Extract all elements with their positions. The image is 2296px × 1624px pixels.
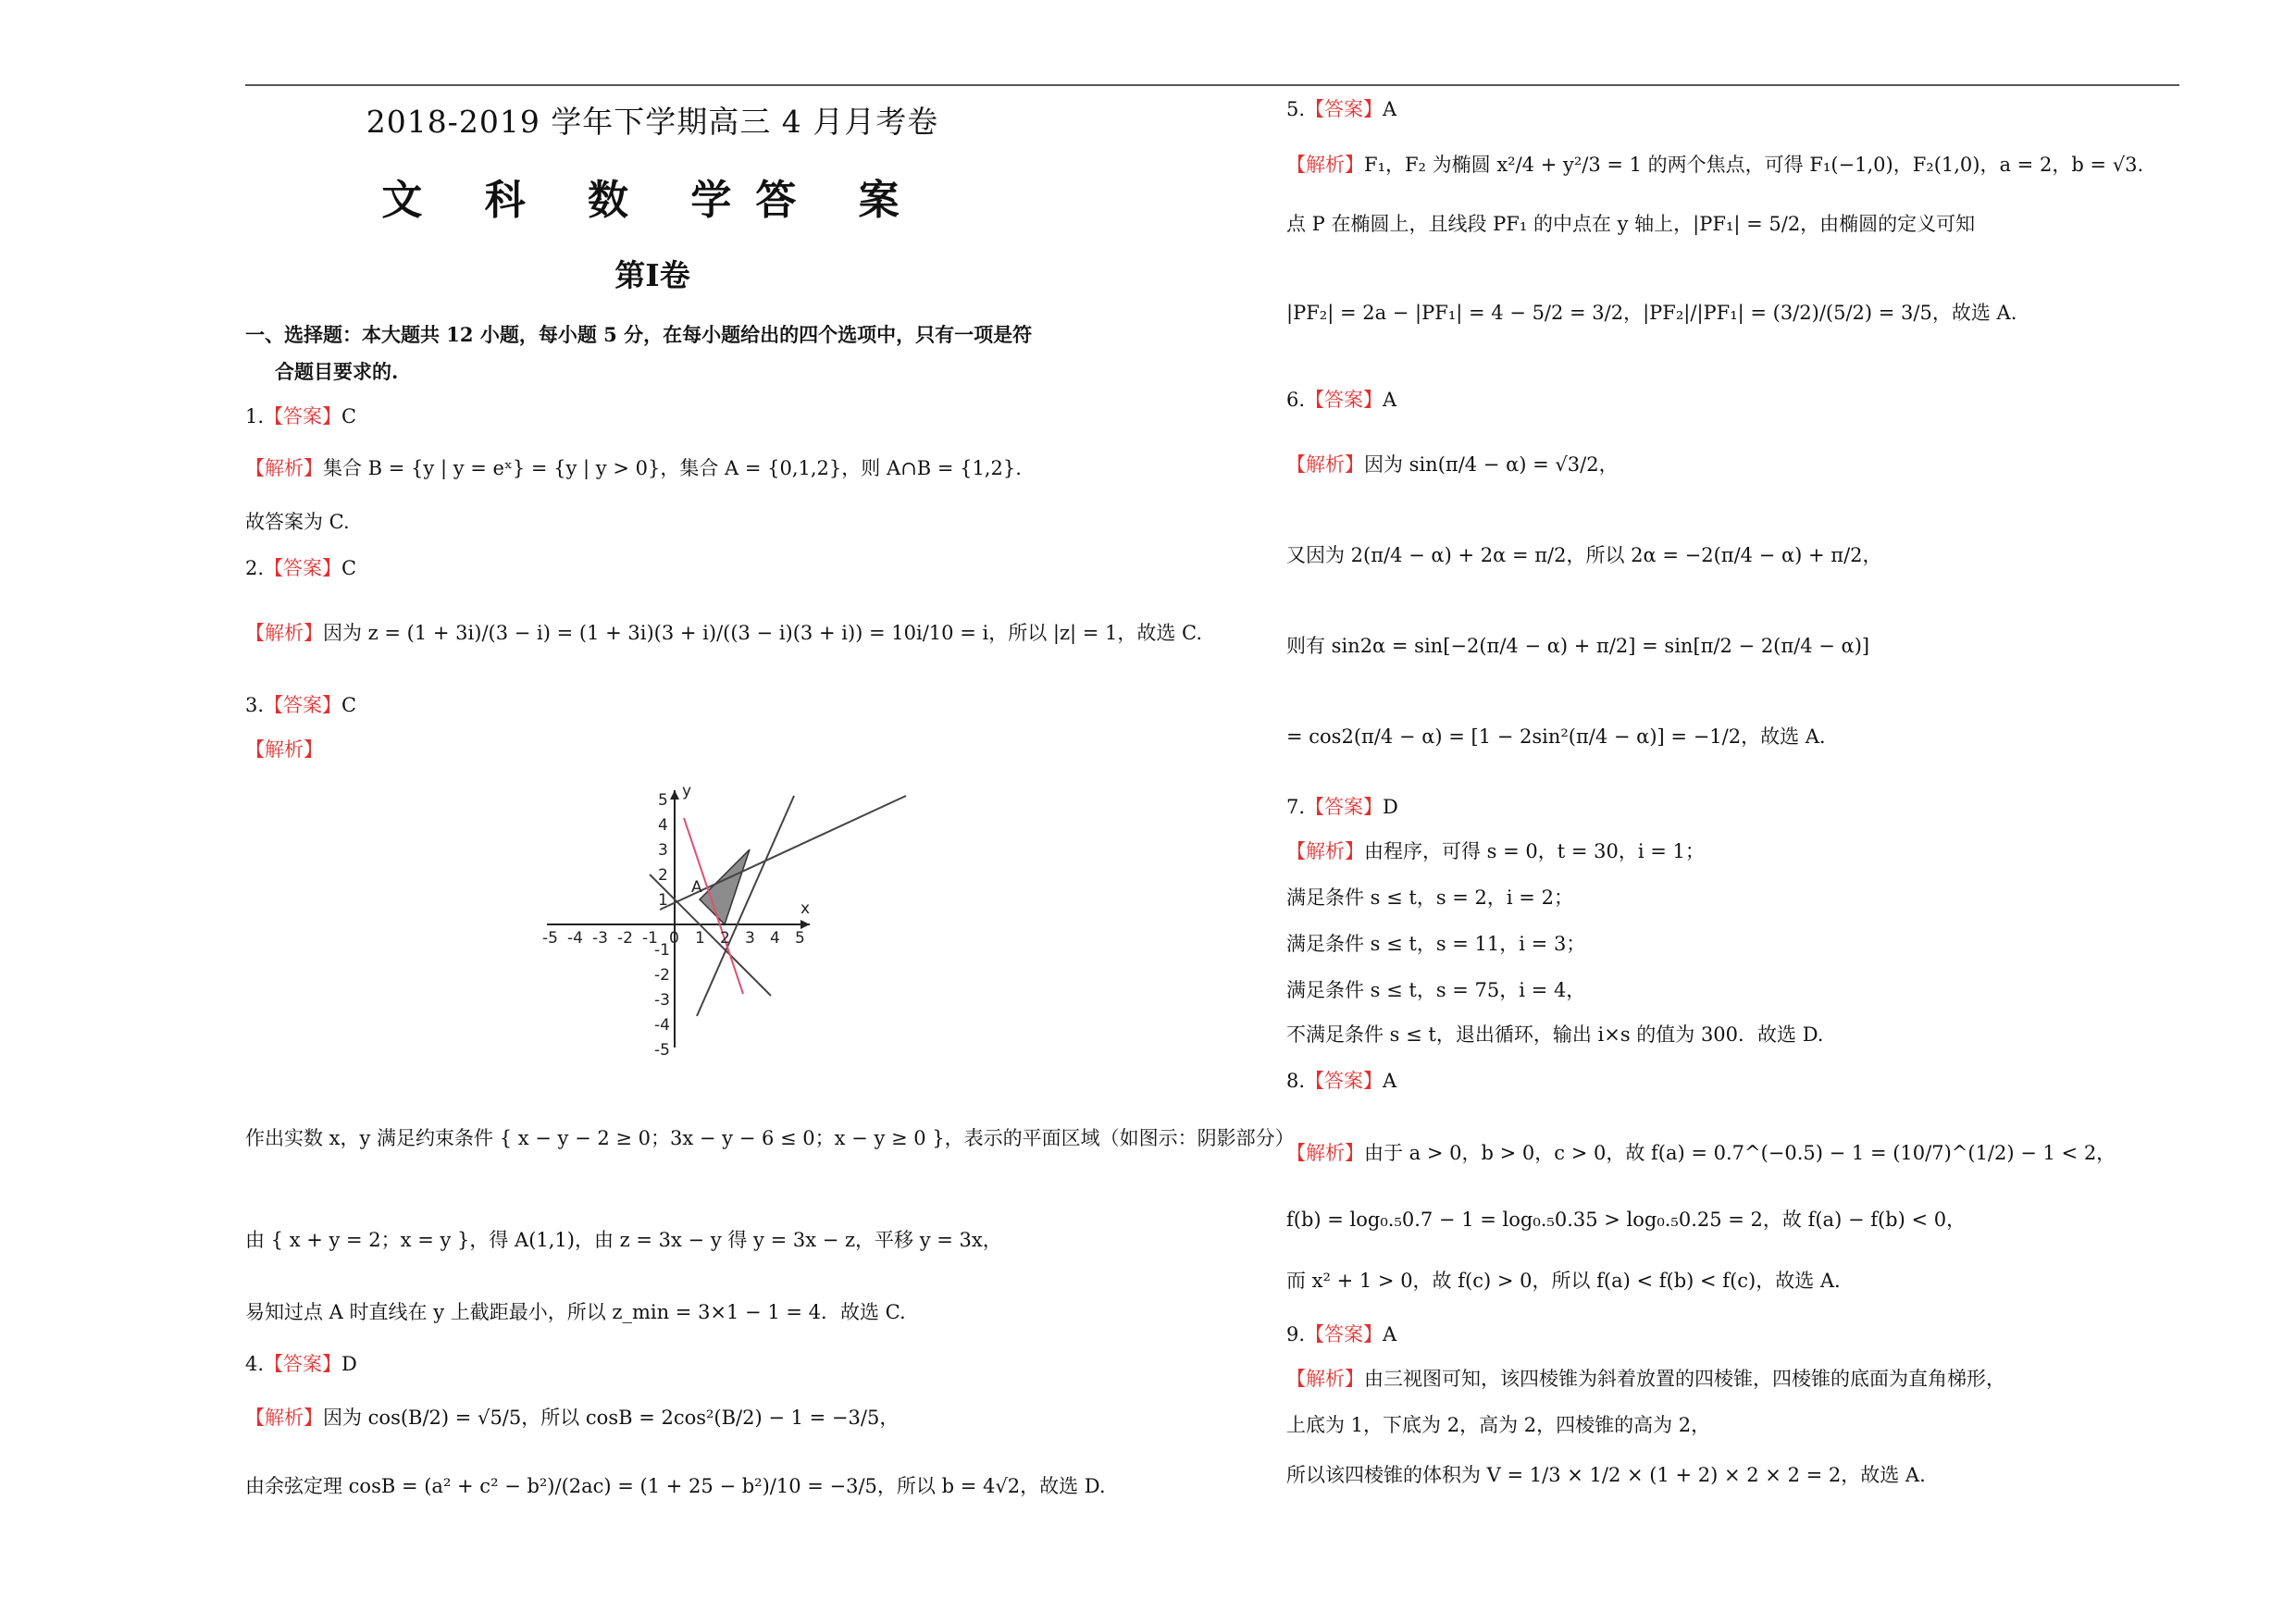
q8-analysis — [1286, 1140, 2116, 1166]
y-axis-arrow-icon — [670, 790, 679, 800]
analysis-tag: 【解析】 — [1286, 840, 1364, 862]
q2-analysis — [245, 620, 1202, 646]
q5-analysis-line3: |PF₂| = 2a − |PF₁| = 4 − 5/2 = 3/2，|PF₂|/|PF₁| = (3/2)/(5/2) = 3/5，故选 A. — [1286, 302, 2017, 324]
q2-answer — [245, 555, 356, 581]
y-tick-label: -4 — [654, 1016, 670, 1035]
y-axis-label: y — [682, 782, 692, 800]
q1-number: 1. — [245, 405, 265, 428]
x-tick-label: 2 — [720, 929, 730, 948]
q9-answer — [1286, 1321, 1396, 1347]
x-tick-label: 0 — [669, 929, 679, 948]
q9-analysis — [1286, 1366, 2005, 1392]
q9-number: 9. — [1286, 1323, 1306, 1345]
q4-answer — [245, 1351, 357, 1377]
answer-tag: 【答案】 — [1305, 796, 1384, 818]
y-tick-label: -2 — [654, 966, 670, 985]
section-title: 第Ⅰ卷 — [614, 257, 690, 293]
page-title: 2018-2019 学年下学期高三 4 月月考卷 — [366, 104, 939, 140]
answer-tag: 【答案】 — [1305, 1070, 1384, 1092]
analysis-tag: 【解析】 — [245, 738, 323, 761]
q6-analysis-line3: 则有 sin2α = sin[−2(π/4 − α) + π/2] = sin[π/2 − 2(π/4 − α)] — [1286, 635, 1870, 657]
q7-number: 7. — [1286, 796, 1306, 818]
analysis-tag: 【解析】 — [245, 457, 323, 479]
answer-tag: 【答案】 — [264, 694, 342, 716]
q6-analysis-line2: 又因为 2(π/4 − α) + 2α = π/2，所以 2α = −2(π/4 − α) + π/2， — [1286, 544, 1882, 566]
q1-answer — [245, 403, 356, 429]
q8-answer — [1286, 1068, 1396, 1094]
q3-analysis-line1: 作出实数 x，y 满足约束条件 { x − y − 2 ≥ 0；3x − y − 6 ≤ 0；x − y ≥ 0 }，表示的平面区域（如图示：阴影部分） — [245, 1127, 1295, 1149]
q3-analysis-line3: 易知过点 A 时直线在 y 上截距最小，所以 z_min = 3×1 − 1 = 4．故选 C. — [245, 1301, 906, 1323]
y-tick-label: 4 — [658, 816, 668, 835]
q8-analysis-line3: 而 x² + 1 > 0，故 f(c) > 0，所以 f(a) < f(b) < f(c)，故选 A. — [1286, 1270, 1841, 1292]
q8-answer-value: A — [1383, 1070, 1397, 1092]
x-axis-arrow-icon — [800, 920, 810, 929]
q5-analysis-line2: 点 P 在椭圆上，且线段 PF₁ 的中点在 y 轴上，|PF₁| = 5/2，由椭圆的定义可知 — [1286, 213, 1976, 235]
q1-answer-value: C — [341, 405, 357, 428]
point-A-label: A — [691, 878, 702, 897]
q2-analysis-text: 因为 z = (1 + 3i)/(3 − i) = (1 + 3i)(3 + i)/((3 − i)(3 + i)) = 10i/10 = i，所以 |z| = 1，故选 C. — [323, 622, 1203, 644]
q3-analysis-line2: 由 { x + y = 2；x = y }，得 A(1,1)，由 z = 3x − y 得 y = 3x − z，平移 y = 3x， — [245, 1229, 1002, 1251]
q3-number: 3. — [245, 694, 265, 716]
analysis-tag: 【解析】 — [1286, 154, 1364, 176]
y-tick-label: -1 — [654, 941, 670, 960]
q8-analysis-text: 由于 a > 0，b > 0，c > 0，故 f(a) = 0.7^(−0.5) − 1 = (10/7)^(1/2) − 1 < 2， — [1364, 1142, 2116, 1164]
q7-analysis — [1286, 838, 1705, 864]
x-tick-label: 1 — [695, 929, 705, 948]
q8-number: 8. — [1286, 1070, 1306, 1092]
x-tick-label: -4 — [567, 929, 583, 948]
q8-analysis-line2: f(b) = log₀.₅0.7 − 1 = log₀.₅0.35 > log₀.₅0.25 = 2，故 f(a) − f(b) < 0， — [1286, 1209, 1967, 1231]
q1-analysis-text: 集合 B = {y | y = eˣ} = {y | y > 0}，集合 A = {0,1,2}，则 A∩B = {1,2}. — [323, 457, 1022, 479]
q9-analysis-line2: 上底为 1，下底为 2，高为 2，四棱锥的高为 2， — [1286, 1414, 1711, 1436]
x-tick-label: 5 — [795, 929, 805, 948]
q6-analysis-line4: = cos2(π/4 − α) = [1 − 2sin²(π/4 − α)] = −1/2，故选 A. — [1286, 725, 1826, 748]
x-tick-label: 4 — [770, 929, 780, 948]
q4-analysis-text: 因为 cos(B/2) = √5/5，所以 cosB = 2cos²(B/2) − 1 = −3/5， — [323, 1407, 900, 1429]
y-tick-label: 3 — [658, 841, 668, 860]
q6-number: 6. — [1286, 389, 1306, 411]
q3-answer — [245, 692, 356, 718]
y-tick-label: -5 — [654, 1041, 670, 1057]
answer-tag: 【答案】 — [1305, 1323, 1384, 1345]
q1-conclusion: 故答案为 C. — [245, 511, 350, 533]
q9-answer-value: A — [1383, 1323, 1397, 1345]
y-tick-label: 5 — [658, 791, 668, 810]
line-y-eq-3x — [684, 818, 743, 994]
page-subtitle: 文 科 数 学答 案 — [381, 177, 924, 224]
analysis-tag: 【解析】 — [245, 1407, 323, 1429]
q5-answer-value: A — [1383, 98, 1397, 120]
part-heading-line2: 合题目要求的. — [275, 360, 399, 383]
analysis-tag: 【解析】 — [245, 622, 323, 644]
y-tick-label: 2 — [658, 866, 668, 885]
x-tick-label: -1 — [642, 929, 658, 948]
q4-answer-value: D — [341, 1353, 357, 1375]
answer-tag: 【答案】 — [1305, 389, 1384, 411]
header-rule — [245, 84, 2179, 86]
x-tick-label: -3 — [592, 929, 608, 948]
q7-analysis-line5: 不满足条件 s ≤ t，退出循环，输出 i×s 的值为 300．故选 D. — [1286, 1023, 1824, 1046]
analysis-tag: 【解析】 — [1286, 1142, 1364, 1164]
x-tick-labels — [542, 929, 805, 948]
q2-number: 2. — [245, 557, 265, 579]
q6-answer — [1286, 387, 1396, 413]
q3-analysis-tag — [245, 737, 323, 762]
answer-tag: 【答案】 — [264, 405, 342, 428]
part-heading-line1: 一、选择题：本大题共 12 小题，每小题 5 分，在每小题给出的四个选项中，只有一项是符 — [245, 323, 1033, 346]
q9-analysis-line3: 所以该四棱锥的体积为 V = 1/3 × 1/2 × (1 + 2) × 2 × 2 = 2，故选 A. — [1286, 1464, 1926, 1486]
q7-analysis-line4: 满足条件 s ≤ t，s = 75，i = 4， — [1286, 979, 1586, 1001]
q6-analysis-text: 因为 sin(π/4 − α) = √3/2， — [1364, 453, 1619, 476]
x-tick-label: -5 — [542, 929, 558, 948]
x-tick-label: -2 — [617, 929, 633, 948]
q5-analysis — [1286, 152, 2143, 178]
analysis-tag: 【解析】 — [1286, 1368, 1364, 1390]
constraint-region-graph — [540, 779, 1086, 1057]
q6-answer-value: A — [1383, 389, 1397, 411]
q5-number: 5. — [1286, 98, 1306, 120]
answer-tag: 【答案】 — [264, 1353, 342, 1375]
x-axis-label: x — [800, 899, 811, 918]
answer-tag: 【答案】 — [264, 557, 342, 579]
analysis-tag: 【解析】 — [1286, 453, 1364, 476]
q7-analysis-text: 由程序，可得 s = 0，t = 30，i = 1； — [1364, 840, 1705, 862]
y-tick-label: -3 — [654, 991, 670, 1010]
q5-answer — [1286, 96, 1396, 122]
q7-answer — [1286, 794, 1398, 820]
q9-analysis-text: 由三视图可知，该四棱锥为斜着放置的四棱锥，四棱锥的底面为直角梯形， — [1364, 1368, 2005, 1390]
q6-analysis — [1286, 452, 1619, 477]
q4-analysis — [245, 1405, 899, 1431]
answer-tag: 【答案】 — [1305, 98, 1384, 120]
q3-answer-value: C — [341, 694, 357, 716]
q4-number: 4. — [245, 1353, 265, 1375]
q1-analysis — [245, 455, 1022, 481]
x-tick-label: 3 — [745, 929, 755, 948]
q7-answer-value: D — [1383, 796, 1398, 818]
q7-analysis-line2: 满足条件 s ≤ t，s = 2，i = 2； — [1286, 886, 1573, 909]
q2-answer-value: C — [341, 557, 357, 579]
q4-analysis-line2: 由余弦定理 cosB = (a² + c² − b²)/(2ac) = (1 + 25 − b²)/10 = −3/5，所以 b = 4√2，故选 D. — [245, 1475, 1106, 1497]
y-tick-label: 1 — [658, 891, 668, 910]
q7-analysis-line3: 满足条件 s ≤ t，s = 11，i = 3； — [1286, 933, 1586, 955]
q5-analysis-text: F₁，F₂ 为椭圆 x²/4 + y²/3 = 1 的两个焦点，可得 F₁(−1,0)，F₂(1,0)，a = 2，b = √3. — [1364, 154, 2144, 176]
